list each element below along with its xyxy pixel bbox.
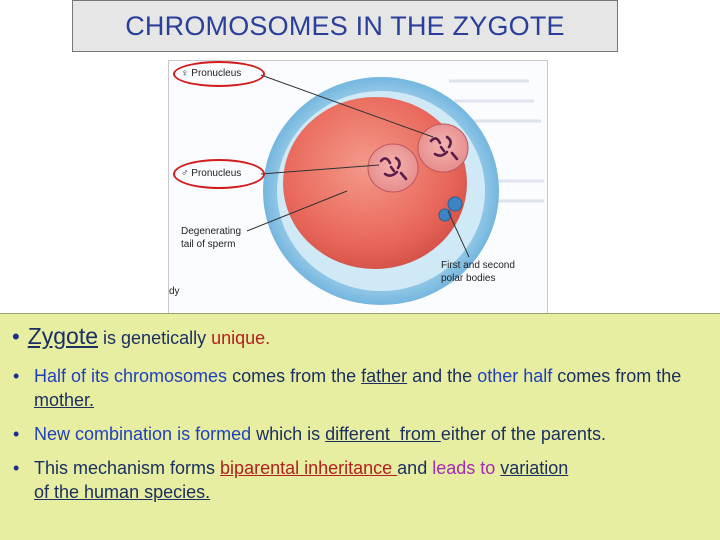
and-the-text: and the [407,366,478,386]
cut-caption-fragment: dy [169,286,180,297]
bullet-zygote [12,323,270,350]
father-word: father [361,366,408,386]
new-combination-text: New combination is formed [34,424,252,444]
polar-bodies-label-line2: polar bodies [441,273,496,284]
bullet-dot: • [13,366,20,386]
and-word: and [397,458,433,478]
biparental-text: biparental inheritance [220,458,398,478]
bullet-list [10,364,715,514]
male-pronucleus-label: ♂ Pronucleus [181,168,242,179]
mother-word: mother. [34,390,95,410]
zygote-term: Zygote [27,323,99,349]
sperm-tail-label [181,225,241,251]
sperm-tail-label-line2: tail of sperm [181,239,236,250]
leads-to-text: leads to [432,458,496,478]
variation-word: variation [500,458,569,478]
bullet-dot: • [12,324,20,349]
other-half-text: other half [477,366,553,386]
polar-bodies-label-line1: First and second [441,260,515,271]
is-genetically-text: is genetically [98,328,212,348]
sperm-tail-label-line1: Degenerating [181,226,242,237]
this-mechanism-text: This mechanism forms [34,458,221,478]
which-is-text: which is [251,424,326,444]
comes-from-text: comes from the [227,366,362,386]
different-from-text: different from [325,424,441,444]
half-chromosomes-text: Half of its chromosomes [34,366,228,386]
bullet-dot: • [13,424,20,444]
zygote-diagram [168,60,548,314]
bullet-combination [10,422,715,446]
bullet-dot: • [13,458,20,478]
bullet-mechanism [10,456,715,504]
unique-word: unique. [211,328,271,348]
polar-body-2 [439,209,451,221]
comes-from-text-2: comes from the [552,366,682,386]
page-title: CHROMOSOMES IN THE ZYGOTE [125,10,565,41]
female-pronucleus-label: ♀ Pronucleus [181,68,242,79]
either-text: either of the parents. [440,424,606,444]
polar-bodies-label [441,259,515,285]
title-box [72,0,618,52]
polar-body-1 [448,197,462,211]
human-species-text: of the human species. [34,482,211,502]
bullet-inheritance [10,364,715,412]
